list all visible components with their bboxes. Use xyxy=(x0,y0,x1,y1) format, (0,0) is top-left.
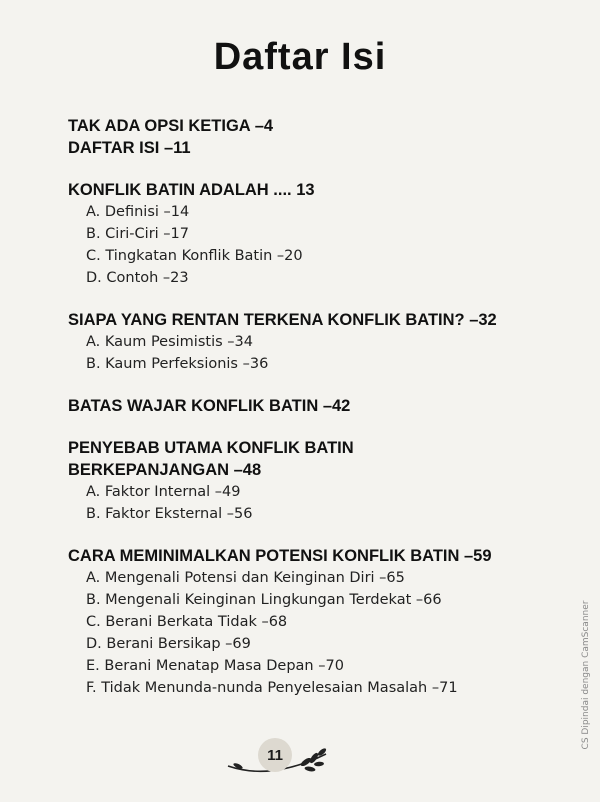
toc-heading: BATAS WAJAR KONFLIK BATIN –42 xyxy=(68,397,351,415)
toc-item: F. Tidak Menunda-nunda Penyelesaian Masalah –71 xyxy=(86,680,458,696)
toc-item: B. Faktor Eksternal –56 xyxy=(86,506,253,522)
toc-item: C. Tingkatan Konflik Batin –20 xyxy=(86,248,303,264)
toc-item: A. Kaum Pesimistis –34 xyxy=(86,334,253,350)
toc-heading: BERKEPANJANGAN –48 xyxy=(68,461,262,479)
toc-item: B. Kaum Perfeksionis –36 xyxy=(86,356,269,372)
toc-item: B. Mengenali Keinginan Lingkungan Terdekat –66 xyxy=(86,592,442,608)
toc-heading: KONFLIK BATIN ADALAH .... 13 xyxy=(68,181,315,199)
toc-item: C. Berani Berkata Tidak –68 xyxy=(86,614,288,630)
toc-item: D. Contoh –23 xyxy=(86,270,189,286)
toc-item: B. Ciri-Ciri –17 xyxy=(86,226,189,242)
toc-item: A. Faktor Internal –49 xyxy=(86,484,241,500)
table-of-contents xyxy=(68,115,528,699)
toc-item: A. Mengenali Potensi dan Keinginan Diri –65 xyxy=(86,570,405,586)
page-footer xyxy=(222,732,332,782)
toc-heading: SIAPA YANG RENTAN TERKENA KONFLIK BATIN? –32 xyxy=(68,311,497,329)
toc-item: E. Berani Menatap Masa Depan –70 xyxy=(86,658,344,674)
scanner-watermark-text: CS Dipindai dengan CamScanner xyxy=(581,600,591,750)
toc-item: D. Berani Bersikap –69 xyxy=(86,636,251,652)
toc-heading: CARA MEMINIMALKAN POTENSI KONFLIK BATIN –59 xyxy=(68,547,492,565)
toc-heading: TAK ADA OPSI KETIGA –4 xyxy=(68,117,274,135)
toc-item: A. Definisi –14 xyxy=(86,204,190,220)
scanner-watermark xyxy=(578,560,594,790)
toc-heading: DAFTAR ISI –11 xyxy=(68,139,191,157)
toc-heading: PENYEBAB UTAMA KONFLIK BATIN xyxy=(68,439,354,457)
page-title: Daftar Isi xyxy=(213,36,387,78)
page-number: 11 xyxy=(258,738,292,772)
